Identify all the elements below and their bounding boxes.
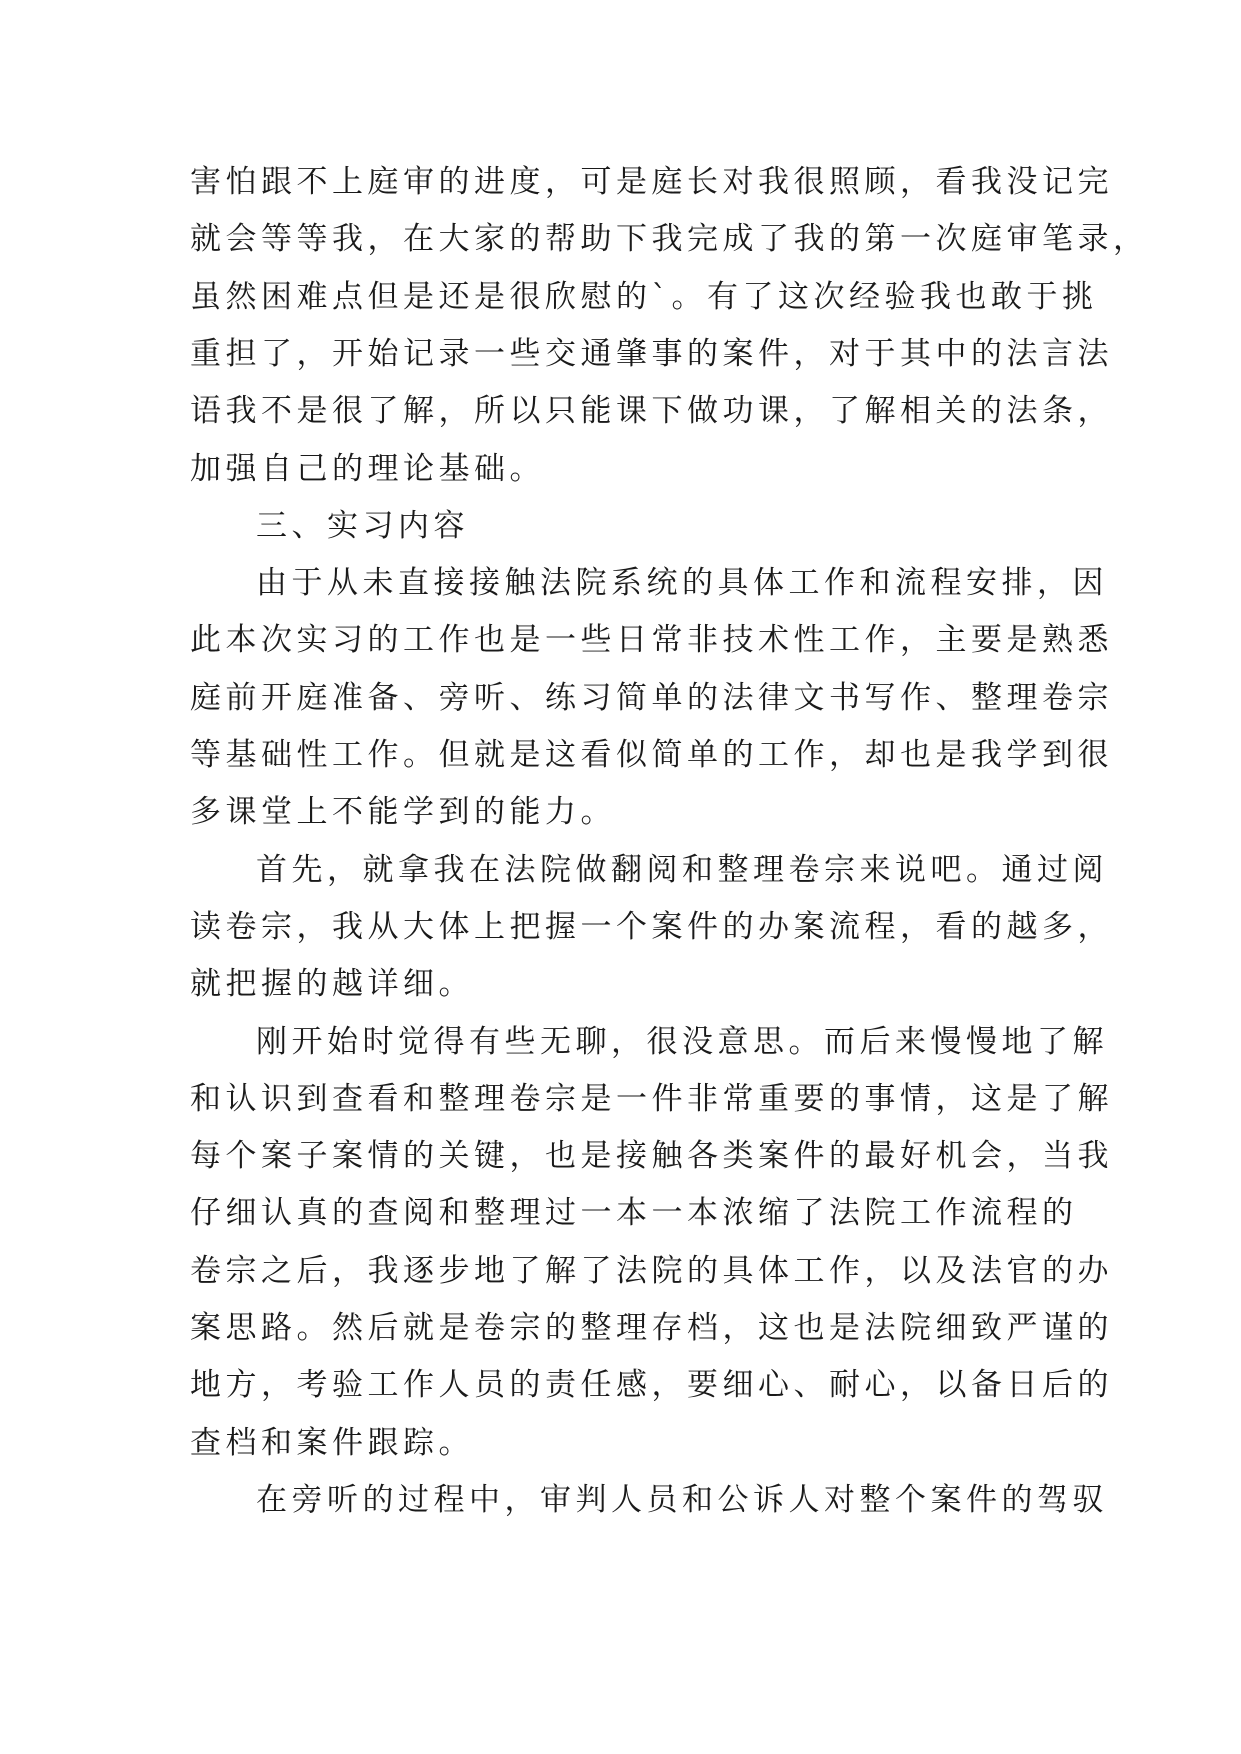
text-line: 多课堂上不能学到的能力。 [190, 794, 616, 830]
paragraph-first-line: 在旁听的过程中，审判人员和公诉人对整个案件的驾驭 [256, 1482, 1108, 1518]
text-line: 此本次实习的工作也是一些日常非技术性工作，主要是熟悉 [190, 622, 1113, 658]
text-line: 查档和案件跟踪。 [190, 1425, 474, 1461]
text-line: 就会等等我，在大家的帮助下我完成了我的第一次庭审笔录， [190, 221, 1149, 257]
text-line: 读卷宗，我从大体上把握一个案件的办案流程，看的越多， [190, 909, 1113, 945]
text-line: 语我不是很了解，所以只能课下做功课，了解相关的法条， [190, 393, 1113, 429]
text-line: 虽然困难点但是还是很欣慰的`。有了这次经验我也敢于挑 [190, 279, 1098, 315]
text-line: 和认识到查看和整理卷宗是一件非常重要的事情，这是了解 [190, 1081, 1113, 1117]
text-line: 地方，考验工作人员的责任感，要细心、耐心，以备日后的 [190, 1367, 1113, 1403]
text-line: 等基础性工作。但就是这看似简单的工作，却也是我学到很 [190, 737, 1113, 773]
paragraph-first-line: 刚开始时觉得有些无聊，很没意思。而后来慢慢地了解 [256, 1024, 1108, 1060]
paragraph-first-line: 首先，就拿我在法院做翻阅和整理卷宗来说吧。通过阅 [256, 852, 1108, 888]
text-line: 就把握的越详细。 [190, 966, 474, 1002]
text-line: 仔细认真的查阅和整理过一本一本浓缩了法院工作流程的 [190, 1195, 1078, 1231]
text-line: 每个案子案情的关键，也是接触各类案件的最好机会，当我 [190, 1138, 1113, 1174]
text-line: 加强自己的理论基础。 [190, 451, 545, 487]
paragraph-first-line: 由于从未直接接触法院系统的具体工作和流程安排，因 [256, 565, 1108, 601]
text-line: 卷宗之后，我逐步地了解了法院的具体工作，以及法官的办 [190, 1253, 1113, 1289]
paragraph-first-line: 三、实习内容 [256, 508, 469, 544]
text-line: 害怕跟不上庭审的进度，可是庭长对我很照顾，看我没记完 [190, 164, 1113, 200]
text-line: 案思路。然后就是卷宗的整理存档，这也是法院细致严谨的 [190, 1310, 1113, 1346]
text-line: 庭前开庭准备、旁听、练习简单的法律文书写作、整理卷宗 [190, 680, 1113, 716]
text-line: 重担了，开始记录一些交通肇事的案件，对于其中的法言法 [190, 336, 1113, 372]
